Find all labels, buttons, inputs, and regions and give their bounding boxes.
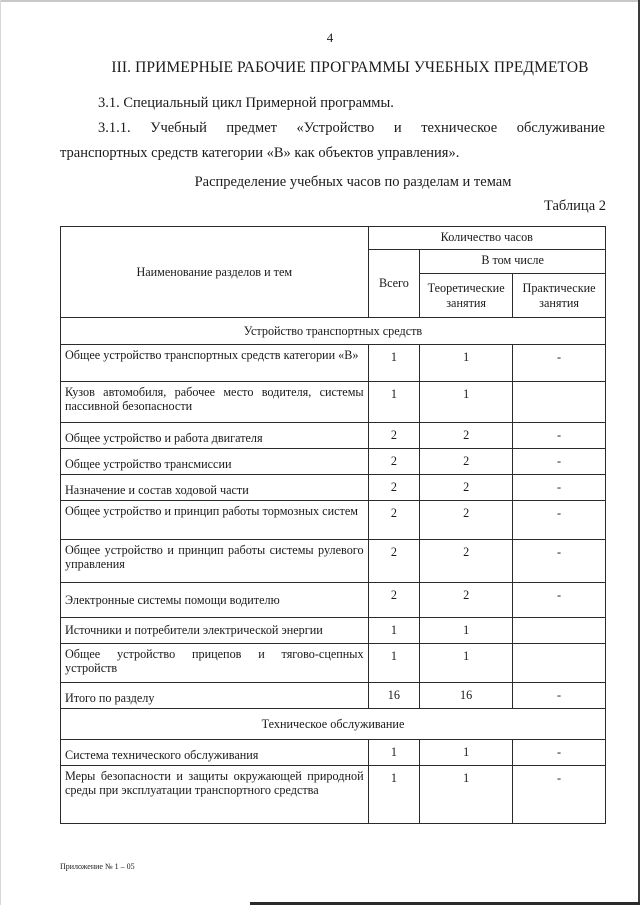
- row-total: 1: [368, 345, 420, 382]
- table-row: [61, 423, 606, 449]
- row-theory: 1: [420, 766, 513, 824]
- row-name: Кузов автомобиля, рабочее место водителя, системы пассивной безопасности: [61, 382, 369, 423]
- row-practice: -: [513, 583, 606, 618]
- row-name: Система технического обслуживания: [61, 740, 369, 766]
- row-theory: 2: [420, 583, 513, 618]
- row-total: 1: [368, 618, 420, 644]
- row-practice: -: [513, 540, 606, 583]
- table-row: [61, 740, 606, 766]
- header-practice: Практические занятия: [513, 274, 606, 318]
- table-row: [61, 449, 606, 475]
- row-practice: -: [513, 475, 606, 501]
- row-total: 1: [368, 740, 420, 766]
- footer-note: Приложение № 1 – 05: [60, 862, 135, 871]
- header-hours: Количество часов: [368, 227, 605, 250]
- row-total: 16: [368, 683, 420, 709]
- section-heading: III. ПРИМЕРНЫЕ РАБОЧИЕ ПРОГРАММЫ УЧЕБНЫХ ПРЕДМЕТОВ: [111, 59, 589, 76]
- row-name: Общее устройство прицепов и тягово-сцепных устройств: [61, 644, 369, 683]
- row-practice: -: [513, 683, 606, 709]
- row-total: 2: [368, 540, 420, 583]
- row-name: Общее устройство транспортных средств категории «B»: [61, 345, 369, 382]
- section-title: Устройство транспортных средств: [61, 318, 606, 345]
- table-label: Таблица 2: [543, 198, 606, 214]
- hours-table: [60, 226, 606, 824]
- table-row: [61, 644, 606, 683]
- table-row: [61, 345, 606, 382]
- page-top-edge: [0, 0, 640, 2]
- row-theory: 1: [420, 644, 513, 683]
- row-total: 2: [368, 449, 420, 475]
- table-row: [61, 382, 606, 423]
- row-total: 2: [368, 583, 420, 618]
- row-practice: [513, 644, 606, 683]
- row-theory: 1: [420, 618, 513, 644]
- row-name: Общее устройство трансмиссии: [61, 449, 369, 475]
- row-practice: -: [513, 501, 606, 540]
- row-name: Общее устройство и работа двигателя: [61, 423, 369, 449]
- row-theory: 2: [420, 475, 513, 501]
- table-caption: Распределение учебных часов по разделам и темам: [194, 174, 512, 190]
- row-theory: 16: [420, 683, 513, 709]
- row-practice: -: [513, 345, 606, 382]
- row-total: 2: [368, 475, 420, 501]
- paragraph-cycle: 3.1. Специальный цикл Примерной программы.: [98, 95, 394, 111]
- table-row-subtotal: [61, 683, 606, 709]
- row-practice: -: [513, 766, 606, 824]
- row-name: Назначение и состав ходовой части: [61, 475, 369, 501]
- row-theory: 2: [420, 449, 513, 475]
- page-number: 4: [326, 30, 334, 45]
- row-name: Общее устройство и принцип работы тормозных систем: [61, 501, 369, 540]
- row-practice: -: [513, 423, 606, 449]
- header-total: Всего: [368, 250, 420, 318]
- row-practice: -: [513, 449, 606, 475]
- table-row: [61, 540, 606, 583]
- row-practice: [513, 382, 606, 423]
- table-row: [61, 583, 606, 618]
- header-including: В том числе: [420, 250, 606, 274]
- table-row: [61, 766, 606, 824]
- row-name: Источники и потребители электрической энергии: [61, 618, 369, 644]
- row-total: 2: [368, 501, 420, 540]
- row-practice: -: [513, 740, 606, 766]
- row-theory: 2: [420, 540, 513, 583]
- paragraph-subject-line1: 3.1.1. Учебный предмет «Устройство и техническое обслуживание: [98, 120, 605, 136]
- table-row: [61, 475, 606, 501]
- row-total: 2: [368, 423, 420, 449]
- row-total: 1: [368, 382, 420, 423]
- header-name: Наименование разделов и тем: [61, 227, 369, 318]
- table-row: [61, 618, 606, 644]
- section-title: Техническое обслуживание: [61, 709, 606, 740]
- row-theory: 1: [420, 740, 513, 766]
- row-theory: 1: [420, 345, 513, 382]
- table-row: [61, 501, 606, 540]
- page-left-edge: [0, 0, 1, 905]
- row-total: 1: [368, 766, 420, 824]
- row-theory: 2: [420, 423, 513, 449]
- row-name: Меры безопасности и защиты окружающей природной среды при эксплуатации транспортного средства: [61, 766, 369, 824]
- row-name: Итого по разделу: [61, 683, 369, 709]
- row-theory: 1: [420, 382, 513, 423]
- row-name: Общее устройство и принцип работы системы рулевого управления: [61, 540, 369, 583]
- row-theory: 2: [420, 501, 513, 540]
- row-total: 1: [368, 644, 420, 683]
- paragraph-subject-line2: транспортных средств категории «B» как объектов управления».: [60, 145, 460, 161]
- header-theory: Теоретические занятия: [420, 274, 513, 318]
- row-practice: [513, 618, 606, 644]
- row-name: Электронные системы помощи водителю: [61, 583, 369, 618]
